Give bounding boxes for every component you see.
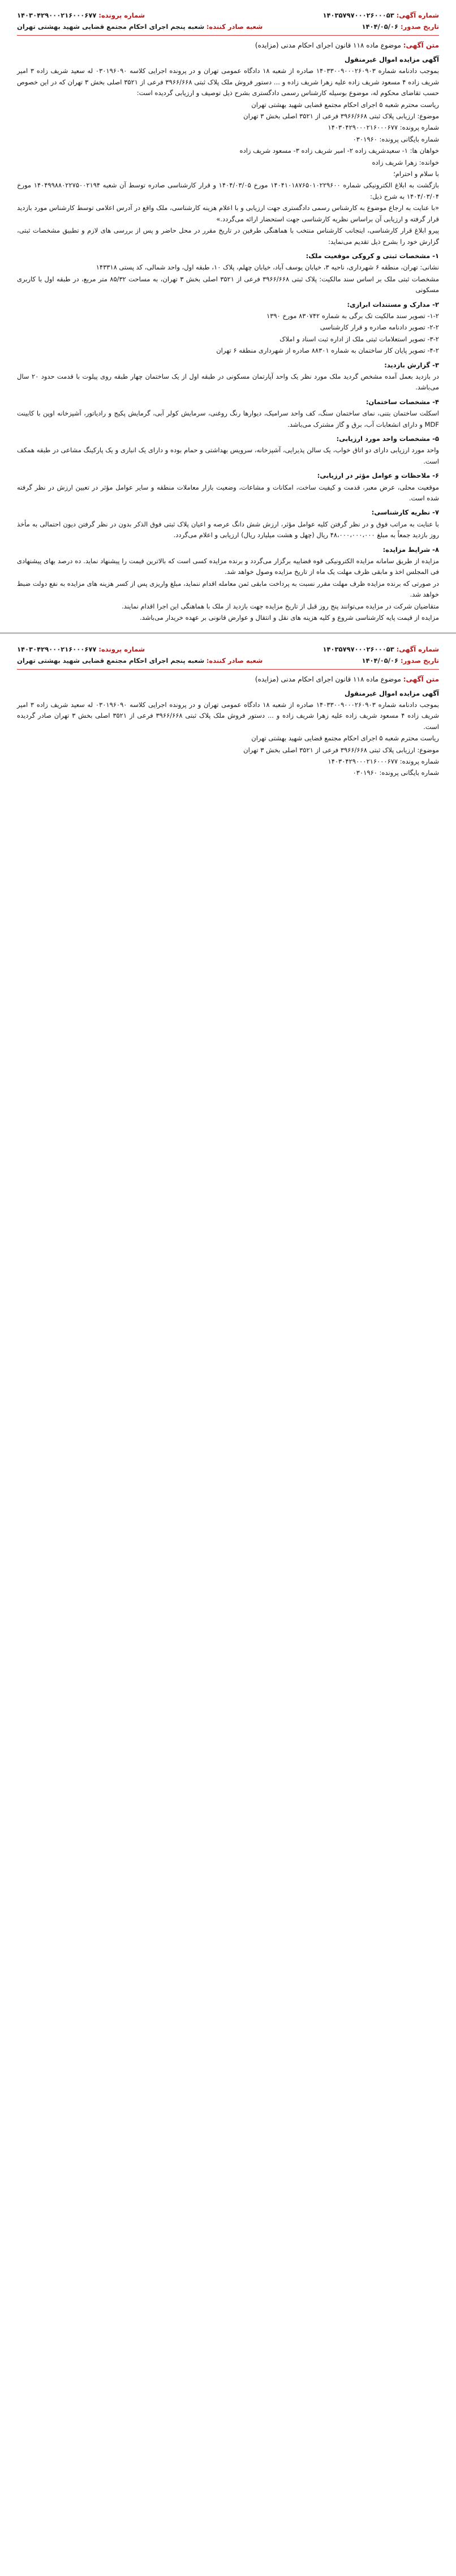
body-paragraph: بموجب دادنامه شماره ۱۴۰۳۳۰۰۹۰۰۰۲۶۰۹۰۳ صادره از شعبه ۱۸ دادگاه عمومی تهران و در پرونده اجرایی کلاسه ۰۳۰۱۹۶۰۹۰ له سعید شریف زاده ۳ امیر شریف زاده ۴ مسعود شریف زاده علیه زهرا شریف زاده و ... دستور فروش ملک پلاک ثبتی ۳۹۶۶/۶۶۸ فرعی از ۳۵۲۱ اصلی بخش ۳ تهران که در این خصوص حسب تقاضای محکوم له، موضوع بوسیله کارشناس رسمی دادگستری بشرح ذیل توصیف و ارزیابی گردیده است: <box>17 67 439 97</box>
body-paragraph: مزایده از طریق سامانه مزایده الکترونیکی قوه قضاییه برگزار می‌گردد و برنده مزایده کسی است که بالاترین قیمت را پیشنهاد نماید. ده درصد بهای پیشنهادی فی المجلس اخذ و مابقی ظرف مهلت یک ماه از تاریخ مزایده وصول خواهد شد. <box>17 557 439 576</box>
body-paragraph: واحد مورد ارزیابی دارای دو اتاق خواب، یک سالن پذیرایی، آشپزخانه، سرویس بهداشتی و حمام بوده و دارای یک انباری و یک پارکینگ مشاعی در طبقه همکف است. <box>17 446 439 465</box>
body-paragraph: با عنایت به مراتب فوق و در نظر گرفتن کلیه عوامل مؤثر، ارزش شش دانگ عرصه و اعیان پلاک ثبتی فوق الذکر بدون در نظر گرفتن دیون احتمالی به مأخذ روز بازدید جمعاً به مبلغ ۴۸،۰۰۰،۰۰۰،۰۰۰ ریال (چهل و هشت میلیارد ریال) ارزیابی و اعلام می‌گردد. <box>17 520 439 539</box>
body-paragraph: موضوع: ارزیابی پلاک ثبتی ۳۹۶۶/۶۶۸ فرعی از ۳۵۲۱ اصلی بخش ۳ تهران <box>243 745 439 754</box>
issuing-branch: شعبه صادر کننده: شعبه پنجم اجرای احکام مجتمع قضایی شهید بهشتی تهران <box>17 23 263 31</box>
notice-sheet-1 <box>0 0 456 632</box>
issue-date: تاریخ صدور:۱۴۰۴/۰۵/۰۶ <box>362 23 439 31</box>
body-paragraph: ۷- نظریه کارشناسی: <box>371 508 439 517</box>
body-paragraph: شماره پرونده: ۱۴۰۳۰۴۲۹۰۰۰۲۱۶۰۰۰۶۷۷ <box>328 123 439 132</box>
body-paragraph: موقعیت محلی، عرض معبر، قدمت و کیفیت ساخت، امکانات و مشاعات، وضعیت بازار معاملات منطقه و سایر عوامل مؤثر در تعیین ارزش در نظر گرفته شده است. <box>17 483 439 503</box>
notice-subject: متن آگهی: موضوع ماده ۱۱۸ قانون اجرای احکام مدنی (مزایده) <box>255 675 439 683</box>
body-paragraph: آگهی مزایده اموال غیرمنقول <box>344 55 439 63</box>
body-paragraph: موضوع: ارزیابی پلاک ثبتی ۳۹۶۶/۶۶۸ فرعی از ۳۵۲۱ اصلی بخش ۳ تهران <box>243 112 439 121</box>
body-paragraph: ۵- مشخصات واحد مورد ارزیابی: <box>336 435 439 443</box>
body-paragraph: «با عنایت به ارجاع موضوع به کارشناس رسمی دادگستری جهت ارزیابی و با اعلام هزینه کارشناسی، ملک واقع در آدرس اعلامی توسط کارشناس مورد بازدید قرار گرفته و ارزیابی آن براساس نظریه کارشناسی جهت استحضار ارائه می‌گردد.» <box>17 204 439 223</box>
body-paragraph: ریاست محترم شعبه ۵ اجرای احکام مجتمع قضایی شهید بهشتی تهران <box>251 100 439 109</box>
notice-subject: متن آگهی: موضوع ماده ۱۱۸ قانون اجرای احکام مدنی (مزایده) <box>255 41 439 49</box>
body-paragraph: ۸- شرایط مزایده: <box>382 545 439 554</box>
body-paragraph: ۴-۲- تصویر پایان کار ساختمان به شماره ۸۸۳۰۱ صادره از شهرداری منطقه ۶ تهران <box>216 346 439 355</box>
body-paragraph: در صورتی که برنده مزایده ظرف مهلت مقرر نسبت به پرداخت مابقی ثمن معامله اقدام ننماید، مبلغ واریزی پس از کسر هزینه های مزایده به نفع دولت ضبط خواهد شد. <box>17 579 439 599</box>
body-paragraph: نشانی: تهران، منطقه ۶ شهرداری، ناحیه ۳، خیابان یوسف آباد، خیابان چهلم، پلاک ۱۰، طبقه اول، واحد شمالی، کد پستی ۱۴۳۳۱۸ <box>96 263 439 272</box>
body-paragraph: خوانده: زهرا شریف زاده <box>372 158 439 166</box>
body-paragraph: ۳- گزارش بازدید: <box>384 361 439 369</box>
header-row-2 <box>17 655 439 666</box>
issuing-branch: شعبه صادر کننده: شعبه پنجم اجرای احکام مجتمع قضایی شهید بهشتی تهران <box>17 656 263 665</box>
header-row-1 <box>17 10 439 20</box>
body-paragraph: شماره بایگانی پرونده: ۰۳۰۱۹۶۰ <box>352 135 439 143</box>
body-paragraph: شماره بایگانی پرونده: ۰۳۰۱۹۶۰ <box>352 769 439 777</box>
notice-body <box>17 54 439 624</box>
header-row-1 <box>17 644 439 654</box>
body-paragraph: ۲-۲- تصویر دادنامه صادره و قرار کارشناسی <box>320 323 439 332</box>
case-number: شماره پرونده:۱۴۰۳۰۴۲۹۰۰۰۲۱۶۰۰۰۶۷۷ <box>17 11 145 19</box>
body-paragraph: بازگشت به ابلاغ الکترونیکی شماره ۱۴۰۴۱۰۱۸۷۶۵۰۱۰۲۲۹۶۰۰ مورخ ۱۴۰۴/۰۳/۰۵ و قرار کارشناسی صادره توسط آن شعبه ۱۴۰۴۹۹۸۸۰۲۲۷۵۰۰۲۱۹۴ مورخ ۱۴۰۴/۰۳/۰۴ به شرح ذیل: <box>17 181 439 200</box>
notice-body <box>17 688 439 779</box>
body-paragraph: در بازدید بعمل آمده مشخص گردید ملک مورد نظر یک واحد آپارتمان مسکونی در طبقه اول از یک ساختمان چهار طبقه روی پیلوت با قدمت حدود ۲۰ سال می‌باشد. <box>17 372 440 392</box>
body-paragraph: ریاست محترم شعبه ۵ اجرای احکام مجتمع قضایی شهید بهشتی تهران <box>251 734 439 743</box>
body-paragraph: ۱-۲- تصویر سند مالکیت تک برگی به شماره ۸۳۰۷۴۲ مورخ ۱۳۹۰ <box>266 311 439 320</box>
body-paragraph: اسکلت ساختمان بتنی، نمای ساختمان سنگ، کف واحد سرامیک، دیوارها رنگ روغنی، سرمایش کولر آبی، گرمایش پکیج و رادیاتور، آشپزخانه اوپن با کابینت MDF و دارای انشعابات آب، برق و گاز مشترک می‌باشد. <box>17 409 439 428</box>
body-paragraph: ۲- مدارک و مستندات ابرازی: <box>347 300 439 308</box>
notice-number: شماره آگهی:۱۴۰۳۵۷۹۷۰۰۰۲۶۰۰۰۵۳ <box>322 11 439 19</box>
body-paragraph: ۶- ملاحظات و عوامل مؤثر در ارزیابی: <box>317 472 439 480</box>
body-paragraph: با سلام و احترام؛ <box>393 170 439 178</box>
divider <box>17 35 439 36</box>
header-row-2 <box>17 22 439 32</box>
case-number: شماره پرونده:۱۴۰۳۰۴۲۹۰۰۰۲۱۶۰۰۰۶۷۷ <box>17 645 145 653</box>
body-paragraph: ۴- مشخصات ساختمان: <box>365 397 439 406</box>
body-paragraph: ۱- مشخصات ثبتی و کروکی موقعیت ملک: <box>306 251 439 260</box>
body-paragraph: شماره پرونده: ۱۴۰۳۰۴۲۹۰۰۰۲۱۶۰۰۰۶۷۷ <box>328 757 439 765</box>
body-paragraph: مزایده از قیمت پایه کارشناسی شروع و کلیه هزینه های نقل و انتقال و عوارض قانونی بر عهده خریدار می‌باشد. <box>140 614 439 622</box>
notice-sheet-2 <box>0 632 456 792</box>
notice-number: شماره آگهی:۱۴۰۳۵۷۹۷۰۰۰۲۶۰۰۰۵۳ <box>322 645 439 653</box>
divider <box>17 669 439 670</box>
body-paragraph: متقاضیان شرکت در مزایده می‌توانند پنج روز قبل از تاریخ مزایده جهت بازدید از ملک با هماهنگی این اجرا اقدام نمایند. <box>122 602 439 610</box>
issue-date: تاریخ صدور:۱۴۰۴/۰۵/۰۶ <box>362 656 439 665</box>
body-paragraph: بموجب دادنامه شماره ۱۴۰۳۳۰۰۹۰۰۰۲۶۰۹۰۳ صادره از شعبه ۱۸ دادگاه عمومی تهران و در پرونده اجرایی کلاسه ۰۳۰۱۹۶۰۹۰ له سعید شریف زاده ۳ امیر شریف زاده ۴ مسعود شریف زاده علیه زهرا شریف زاده و ... دستور فروش ملک پلاک ثبتی ۳۹۶۶/۶۶۸ فرعی از ۳۵۲۱ اصلی بخش ۳ تهران صادر گردیده است. <box>17 700 439 731</box>
body-paragraph: مشخصات ثبتی ملک بر اساس سند مالکیت: پلاک ثبتی ۳۹۶۶/۶۶۸ فرعی از ۳۵۲۱ اصلی بخش ۳ تهران، به مساحت ۸۵/۳۲ متر مربع، در طبقه اول با کاربری مسکونی <box>17 275 439 294</box>
body-paragraph: آگهی مزایده اموال غیرمنقول <box>344 689 439 697</box>
body-paragraph: ۳-۲- تصویر استعلامات ثبتی ملک از اداره ثبت اسناد و املاک <box>279 335 439 343</box>
body-paragraph: پیرو ابلاغ قرار کارشناسی، اینجانب کارشناس منتخب با هماهنگی طرفین در تاریخ مقرر در محل حاضر و پس از بررسی های لازم و تطبیق مشخصات ثبتی، گزارش خود را بشرح ذیل تقدیم می‌نماید: <box>17 226 439 246</box>
body-paragraph: خواهان ها: ۱- سعیدشریف زاده ۲- امیر شریف زاده ۳- مسعود شریف زاده <box>239 147 439 155</box>
